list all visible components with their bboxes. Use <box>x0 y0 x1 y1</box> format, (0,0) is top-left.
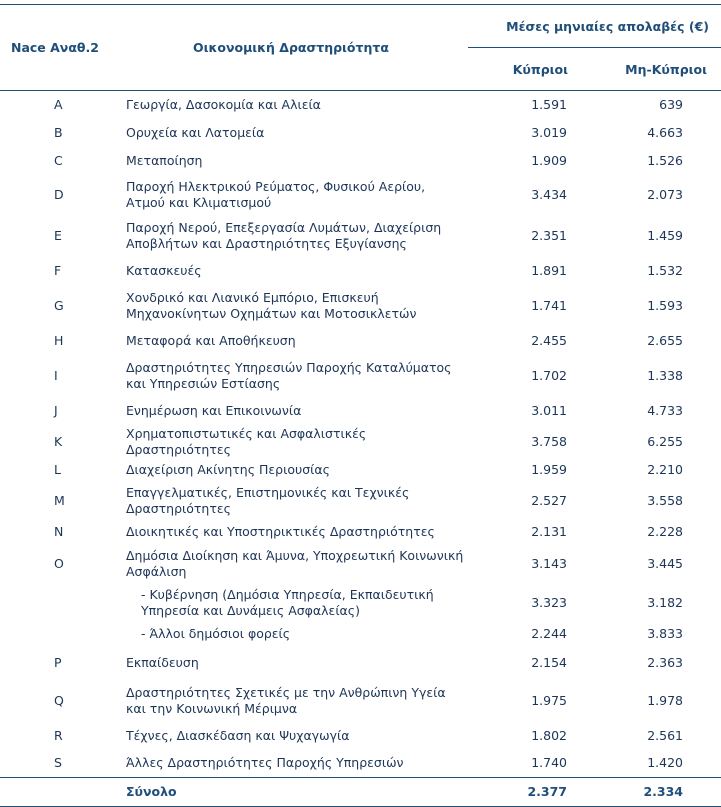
row-noncypriots-value: 2.073 <box>647 187 683 202</box>
table-row <box>0 622 721 646</box>
row-code: F <box>54 262 62 278</box>
row-activity: Ορυχεία και Λατομεία <box>126 124 265 140</box>
row-code: S <box>54 755 62 771</box>
row-cypriots-value: 2.351 <box>531 228 567 243</box>
row-code: D <box>54 187 64 202</box>
row-noncypriots-value: 2.228 <box>647 523 683 539</box>
row-code: R <box>54 727 63 743</box>
table-row <box>0 355 721 397</box>
table-row <box>0 216 721 257</box>
table-row <box>0 750 721 778</box>
row-activity: Ενημέρωση και Επικοινωνία <box>126 402 302 418</box>
row-activity: Άλλες Δραστηριότητες Παροχής Υπηρεσιών <box>126 755 404 771</box>
row-cypriots-value: 3.011 <box>531 402 567 418</box>
row-noncypriots-value: 6.255 <box>647 433 683 449</box>
row-cypriots-value: 2.154 <box>531 654 567 670</box>
row-cypriots-value: 3.758 <box>531 433 567 449</box>
header-earnings-group: Μέσες μηνιαίες απολαβές (€) <box>506 18 709 34</box>
table-row <box>0 327 721 355</box>
row-code: J <box>54 402 58 418</box>
row-activity: Παροχή Ηλεκτρικού Ρεύματος, Φυσικού Αερίου, Ατμού και Κλιματισμού <box>126 179 426 210</box>
row-noncypriots-value: 1.532 <box>647 262 683 278</box>
row-cypriots-value: 2.527 <box>531 492 567 508</box>
row-activity: Μεταφορά και Αποθήκευση <box>126 332 296 348</box>
row-noncypriots-value: 3.182 <box>647 594 683 610</box>
row-code: G <box>54 297 64 313</box>
table-row <box>0 119 721 147</box>
table-row <box>0 285 721 327</box>
row-noncypriots-value: 1.978 <box>647 692 683 708</box>
table-row <box>0 520 721 544</box>
row-activity: - Άλλοι δημόσιοι φορείς <box>141 625 291 641</box>
row-activity: Χονδρικό και Λιανικό Εμπόριο, Επισκευή Μηχανοκίνητων Οχημάτων και Μοτοσικλετών <box>126 289 417 321</box>
row-activity: Μεταποίηση <box>126 152 203 168</box>
table-row <box>0 544 721 584</box>
row-cypriots-value: 2.244 <box>531 625 567 641</box>
table-row <box>0 397 721 425</box>
table-row <box>0 257 721 285</box>
row-noncypriots-value: 2.363 <box>647 654 683 670</box>
table-row <box>0 91 721 119</box>
table-row <box>0 680 721 722</box>
row-cypriots-value: 1.591 <box>531 96 567 112</box>
table-row <box>0 584 721 622</box>
row-code: M <box>54 492 65 508</box>
row-code: E <box>54 228 62 243</box>
row-noncypriots-value: 1.593 <box>647 297 683 313</box>
row-cypriots-value: 1.891 <box>531 262 567 278</box>
row-activity: Κατασκευές <box>126 262 202 278</box>
row-activity: - Κυβέρνηση (Δημόσια Υπηρεσία, Εκπαιδευτική Υπηρεσία και Δυνάμεις Ασφαλείας) <box>141 586 434 618</box>
row-cypriots-value: 1.740 <box>531 755 567 771</box>
total-row <box>0 778 721 807</box>
row-activity: Γεωργία, Δασοκομία και Αλιεία <box>126 96 321 112</box>
row-cypriots-value: 3.143 <box>531 555 567 571</box>
row-code: K <box>54 433 63 449</box>
row-code: C <box>54 152 63 168</box>
row-code: L <box>54 462 61 477</box>
row-cypriots-value: 2.131 <box>531 523 567 539</box>
row-cypriots-value: 2.455 <box>531 332 567 348</box>
row-cypriots-value: 1.741 <box>531 297 567 313</box>
row-code: P <box>54 654 62 670</box>
row-noncypriots-value: 4.733 <box>647 402 683 418</box>
row-noncypriots-value: 639 <box>659 96 683 112</box>
row-activity: Επαγγελματικές, Επιστημονικές και Τεχνικές Δραστηριότητες <box>126 484 410 516</box>
header-cypriots: Κύπριοι <box>468 48 580 91</box>
row-cypriots-value: 3.434 <box>531 187 567 202</box>
total-noncypriots: 2.334 <box>580 778 721 807</box>
header-code: Nace Αναθ.2 <box>0 5 115 91</box>
row-cypriots-value: 1.909 <box>531 152 567 168</box>
table-row <box>0 646 721 680</box>
row-code: H <box>54 332 64 348</box>
row-noncypriots-value: 3.558 <box>647 492 683 508</box>
table-row <box>0 482 721 520</box>
row-cypriots-value: 1.959 <box>531 462 567 477</box>
table-body <box>0 91 721 778</box>
row-noncypriots-value: 1.338 <box>647 367 683 383</box>
row-code: N <box>54 523 64 539</box>
table-row <box>0 722 721 750</box>
row-activity: Παροχή Νερού, Επεξεργασία Λυμάτων, Διαχείριση Αποβλήτων και Δραστηριότητες Εξυγίανσης <box>126 220 442 251</box>
row-activity: Δραστηριότητες Υπηρεσιών Παροχής Καταλύματος και Υπηρεσιών Εστίασης <box>126 359 452 391</box>
row-activity: Δραστηριότητες Σχετικές με την Ανθρώπινη Υγεία και την Κοινωνική Μέριμνα <box>126 684 446 716</box>
row-activity: Διαχείριση Ακίνητης Περιουσίας <box>126 462 330 477</box>
row-activity: Τέχνες, Διασκέδαση και Ψυχαγωγία <box>126 727 350 743</box>
row-noncypriots-value: 2.655 <box>647 332 683 348</box>
total-code <box>0 778 115 807</box>
table-row <box>0 147 721 175</box>
row-code <box>0 584 115 622</box>
table-row <box>0 175 721 216</box>
row-cypriots-value: 3.323 <box>531 594 567 610</box>
row-noncypriots-value: 4.663 <box>647 124 683 140</box>
table-row <box>0 425 721 459</box>
header-noncypriots: Μη-Κύπριοι <box>580 48 721 91</box>
total-cypriots: 2.377 <box>468 778 580 807</box>
row-cypriots-value: 3.019 <box>531 124 567 140</box>
row-noncypriots-value: 1.420 <box>647 755 683 771</box>
row-noncypriots-value: 2.561 <box>647 727 683 743</box>
row-activity: Χρηματοπιστωτικές και Ασφαλιστικές Δραστηριότητες <box>126 425 367 457</box>
row-noncypriots-value: 2.210 <box>647 462 683 477</box>
row-noncypriots-value: 3.833 <box>647 625 683 641</box>
row-code: Q <box>54 692 64 708</box>
row-activity: Εκπαίδευση <box>126 654 199 670</box>
row-code: I <box>54 367 58 383</box>
row-noncypriots-value: 1.459 <box>647 228 683 243</box>
row-cypriots-value: 1.802 <box>531 727 567 743</box>
row-activity: Διοικητικές και Υποστηρικτικές Δραστηριότητες <box>126 523 435 539</box>
table-row <box>0 459 721 482</box>
row-code <box>0 622 115 646</box>
row-code: B <box>54 124 63 140</box>
row-cypriots-value: 1.702 <box>531 367 567 383</box>
row-noncypriots-value: 1.526 <box>647 152 683 168</box>
row-noncypriots-value: 3.445 <box>647 555 683 571</box>
row-code: O <box>54 555 64 571</box>
total-label: Σύνολο <box>115 778 468 807</box>
header-activity: Οικονομική Δραστηριότητα <box>115 5 468 91</box>
earnings-table <box>0 5 721 807</box>
row-code: A <box>54 96 63 112</box>
row-activity: Δημόσια Διοίκηση και Άμυνα, Υποχρεωτική Κοινωνική Ασφάλιση <box>126 547 464 579</box>
row-cypriots-value: 1.975 <box>531 692 567 708</box>
